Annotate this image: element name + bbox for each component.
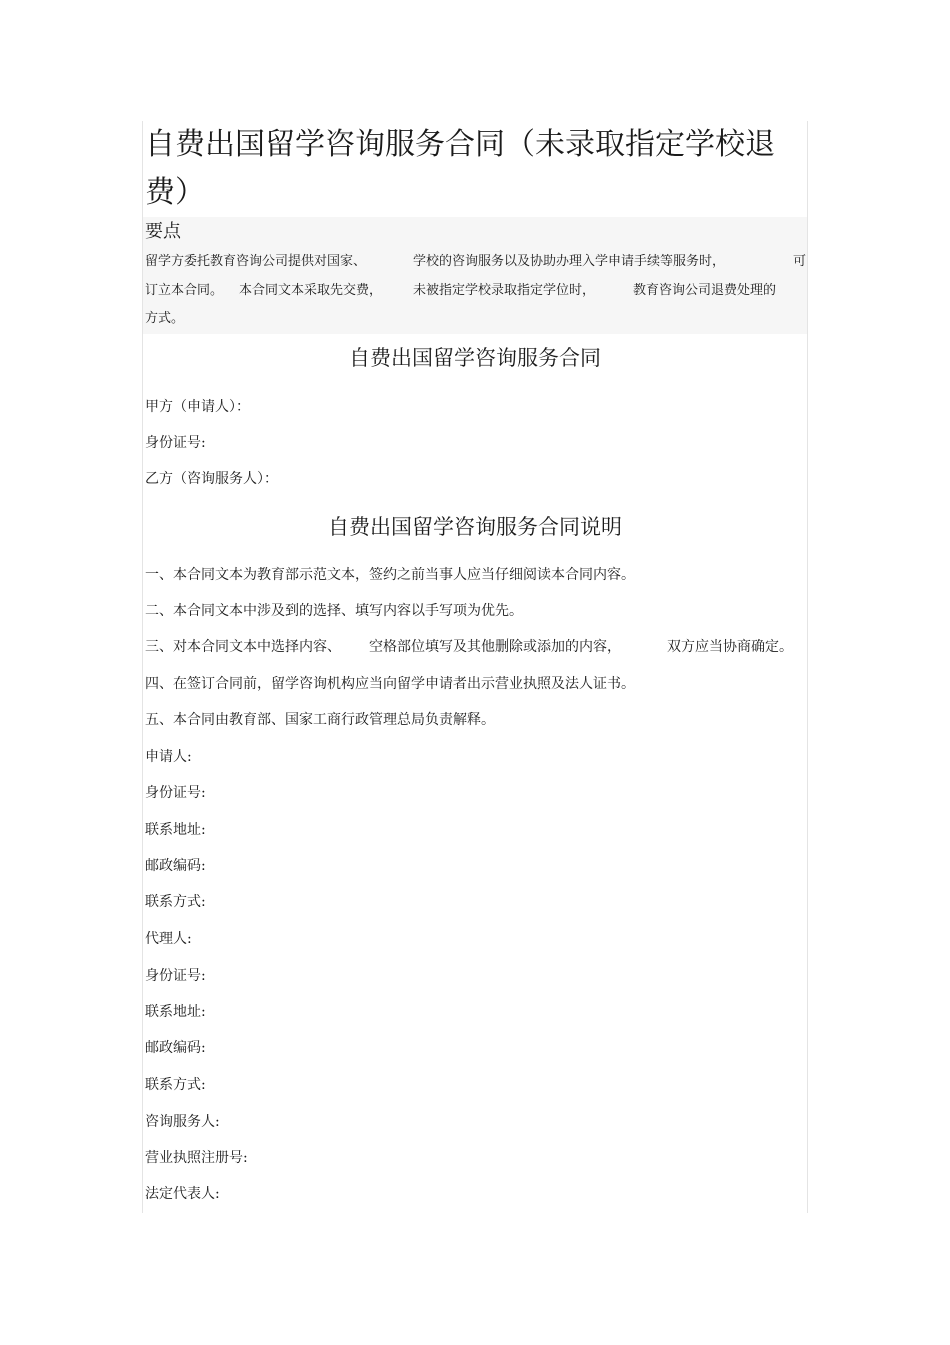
applicant-label: 申请人: (145, 749, 192, 765)
summary-text: 教育咨询公司退费处理的 (633, 283, 777, 298)
note-1: 一、本合同文本为教育部示范文本，签约之前当事人应当仔细阅读本合同内容。 (145, 567, 635, 583)
agent-label: 代理人: (145, 931, 192, 947)
summary-box (143, 217, 807, 334)
document-title: 自费出国留学咨询服务合同（未录取指定学校退费） (145, 127, 775, 210)
summary-text: 学校的咨询服务以及协助办理入学申请手续等服务时， (413, 254, 726, 269)
business-license-label: 营业执照注册号: (145, 1150, 248, 1166)
party-a-label: 甲方（申请人）： (145, 399, 250, 415)
party-b-label: 乙方（咨询服务人）： (145, 471, 278, 487)
note-4: 四、在签订合同前，留学咨询机构应当向留学申请者出示营业执照及法人证书。 (145, 676, 635, 692)
note-text: 空格部位填写及其他删除或添加的内容， (369, 639, 621, 655)
agent-contact-label: 联系方式: (145, 1077, 206, 1093)
applicant-address-label: 联系地址: (145, 822, 206, 838)
agent-postcode-label: 邮政编码: (145, 1040, 206, 1056)
summary-line-3: 方式。 (145, 311, 185, 326)
agent-id-label: 身份证号: (145, 968, 206, 984)
id-number-label: 身份证号: (145, 435, 206, 451)
summary-text: 未被指定学校录取指定学位时， (413, 283, 596, 298)
agent-address-label: 联系地址: (145, 1004, 206, 1020)
summary-text: 可 (793, 254, 807, 269)
contract-heading: 自费出国留学咨询服务合同 (349, 346, 601, 370)
applicant-postcode-label: 邮政编码: (145, 858, 206, 874)
legal-representative-label: 法定代表人: (145, 1186, 220, 1202)
summary-text: 留学方委托教育咨询公司提供对国家、 (145, 254, 367, 269)
summary-text: 本合同文本采取先交费， (239, 283, 383, 298)
applicant-contact-label: 联系方式: (145, 894, 206, 910)
document-page (142, 121, 808, 1213)
consultant-label: 咨询服务人: (145, 1114, 220, 1130)
note-2: 二、本合同文本中涉及到的选择、填写内容以手写项为优先。 (145, 603, 523, 619)
notes-heading: 自费出国留学咨询服务合同说明 (328, 515, 622, 539)
summary-heading: 要点 (145, 221, 181, 242)
note-5: 五、本合同由教育部、国家工商行政管理总局负责解释。 (145, 712, 495, 728)
note-3 (145, 638, 805, 656)
note-text: 双方应当协商确定。 (667, 639, 793, 655)
applicant-id-label: 身份证号: (145, 785, 206, 801)
note-text: 三、对本合同文本中选择内容、 (145, 639, 341, 655)
summary-text: 订立本合同。 (145, 283, 224, 298)
